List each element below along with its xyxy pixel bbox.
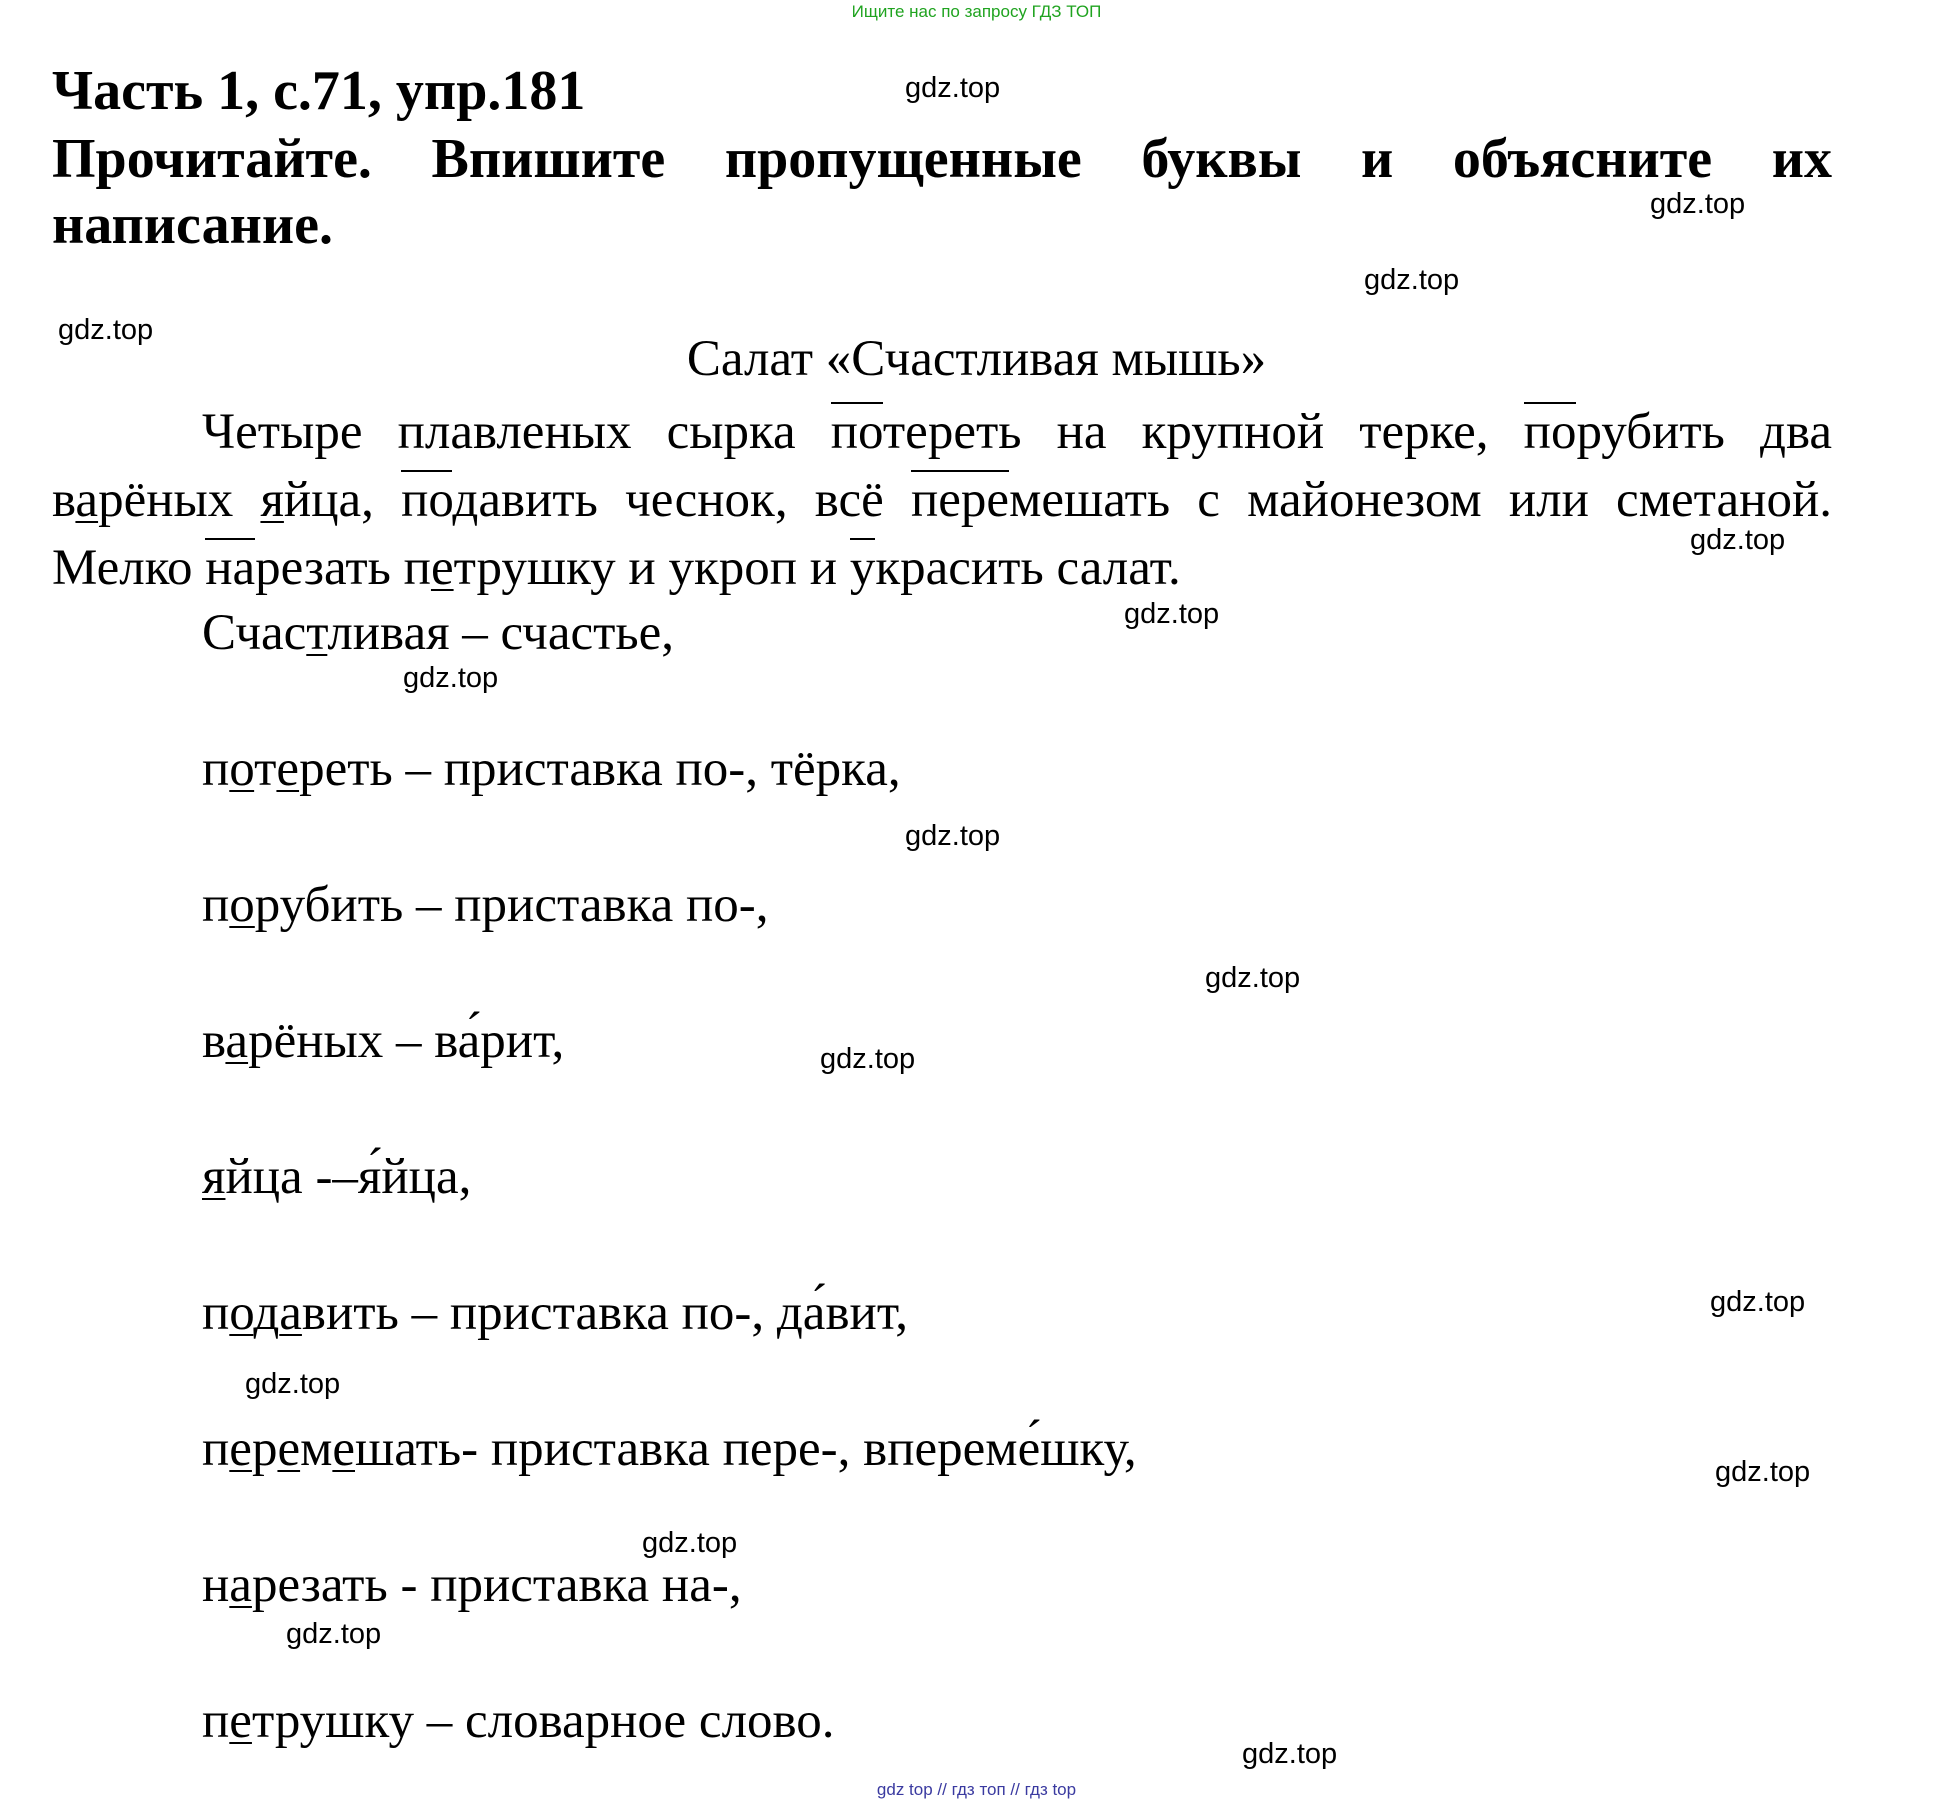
explanation-line: Счастливая – счастье,: [202, 605, 675, 661]
explanation-line: подавить – приставка по-, да́вит,: [202, 1285, 909, 1341]
page-heading: Часть 1, с.71, упр.181: [52, 60, 586, 122]
watermark: gdz.top: [820, 1043, 916, 1075]
watermark: gdz.top: [58, 314, 154, 346]
recipe-paragraph: Четыре плавленых сырка потереть на крупной терке, порубить два варёных яйца, подавить чеснок, всё перемешать с майонезом или сметаной. Мелко нарезать петрушку и укроп и украсить салат.: [52, 404, 1833, 596]
explanation-line: нарезать - приставка на-,: [202, 1557, 742, 1613]
watermark: gdz.top: [642, 1527, 738, 1559]
watermark: gdz.top: [1710, 1286, 1806, 1318]
task-text: Прочитайте. Впишите пропущенные буквы и объясните их написание.: [52, 128, 1832, 256]
watermark: gdz.top: [1364, 264, 1460, 296]
top-banner: Ищите нас по запросу ГДЗ ТОП: [851, 2, 1102, 21]
watermark: gdz.top: [1690, 524, 1786, 556]
watermark: gdz.top: [1205, 962, 1301, 994]
explanation-line: потереть – приставка по-, тёрка,: [202, 741, 901, 797]
explanation-line: яйца -–я́йца,: [202, 1149, 472, 1205]
watermark: gdz.top: [1715, 1456, 1811, 1488]
explanation-line: варёных – ва́рит,: [202, 1013, 565, 1069]
watermark: gdz.top: [1650, 188, 1746, 220]
bottom-banner: gdz top // гдз топ // гдз top: [876, 1780, 1077, 1799]
watermark: gdz.top: [1124, 598, 1220, 630]
explanation-line: порубить – приставка по-,: [202, 877, 769, 933]
watermark: gdz.top: [905, 820, 1001, 852]
watermark: gdz.top: [286, 1618, 382, 1650]
recipe-title: Салат «Счастливая мышь»: [686, 331, 1267, 387]
watermark: gdz.top: [403, 662, 499, 694]
explanation-line: перемешать- приставка пере-, впереме́шку,: [202, 1421, 1137, 1477]
explanation-line: петрушку – словарное слово.: [202, 1693, 835, 1749]
watermark: gdz.top: [1242, 1738, 1338, 1770]
watermark: gdz.top: [245, 1368, 341, 1400]
watermark: gdz.top: [905, 72, 1001, 104]
